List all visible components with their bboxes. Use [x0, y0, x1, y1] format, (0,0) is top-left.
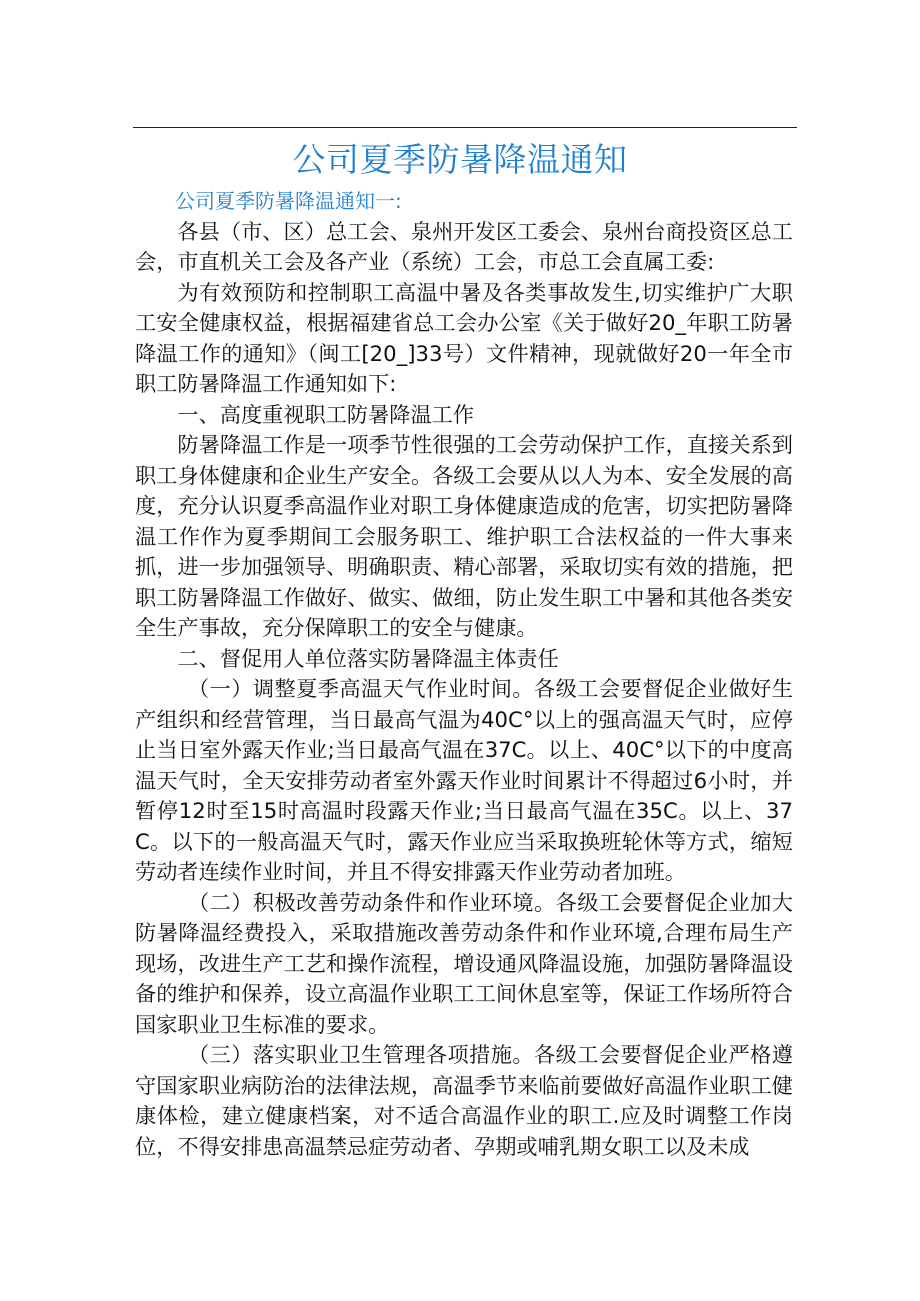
section-1-paragraph: 防暑降温工作是一项季节性很强的工会劳动保护工作，直接关系到职工身体健康和企业生产安全。各级工会要从以人为本、安全发展的高度，充分认识夏季高温作业对职工身体健康造成的危害，切实把防暑降温工作作为夏季期间工会服务职工、维护职工合法权益的一件大事来抓，进一步加强领导、明确职责、精心部署，采取切实有效的措施，把职工防暑降温工作做好、做实、做细，防止发生职工中暑和其他各类安全生产事故，充分保障职工的安全与健康。: [135, 432, 793, 640]
header-rule: [133, 127, 797, 128]
item-3-paragraph: （三）落实职业卫生管理各项措施。各级工会要督促企业严格遵守国家职业病防治的法律法规，高温季节来临前要做好高温作业职工健康体检，建立健康档案，对不适合高温作业的职工.应及时调整工作岗位，不得安排患高温禁忌症劳动者、孕期或哺乳期女职工以及未成: [135, 1042, 793, 1159]
document-body: [135, 186, 793, 1162]
section-heading-2: 二、督促用人单位落实防暑降温主体责任: [177, 645, 559, 671]
subtitle-paragraph: 公司夏季防暑降温通知一:: [175, 189, 402, 213]
item-2-paragraph: （二）积极改善劳动条件和作业环境。各级工会要督促企业加大防暑降温经费投入，采取措施改善劳动条件和作业环境,合理布局生产现场，改进生产工艺和操作流程，增设通风降温设施，加强防暑降温设备的维护和保养，设立高温作业职工工间休息室等，保证工作场所符合国家职业卫生标准的要求。: [135, 889, 793, 1037]
section-heading-1: 一、高度重视职工防暑降温工作: [177, 401, 475, 427]
addressee-paragraph: 各县（市、区）总工会、泉州开发区工委会、泉州台商投资区总工会，市直机关工会及各产业（系统）工会，市总工会直属工委:: [135, 218, 793, 274]
document-title: 公司夏季防暑降温通知: [292, 140, 628, 179]
item-1-paragraph: （一）调整夏季高温天气作业时间。各级工会要督促企业做好生产组织和经营管理，当日最高气温为40C°以上的强高温天气时，应停止当日室外露天作业;当日最高气温在37C。以上、40C°以下的中度高温天气时，全天安排劳动者室外露天作业时间累计不得超过6小时，并暂停12时至15时高温时段露天作业;当日最高气温在35C。以上、37C。以下的一般高温天气时，露天作业应当采取换班轮休等方式，缩短劳动者连续作业时间，并且不得安排露天作业劳动者加班。: [135, 676, 793, 884]
intro-paragraph: 为有效预防和控制职工高温中暑及各类事故发生,切实维护广大职工安全健康权益，根据福建省总工会办公室《关于做好20_年职工防暑降温工作的通知》（闽工[20_]33号）文件精神，现就做好20一年全市职工防暑降温工作通知如下:: [135, 279, 793, 396]
